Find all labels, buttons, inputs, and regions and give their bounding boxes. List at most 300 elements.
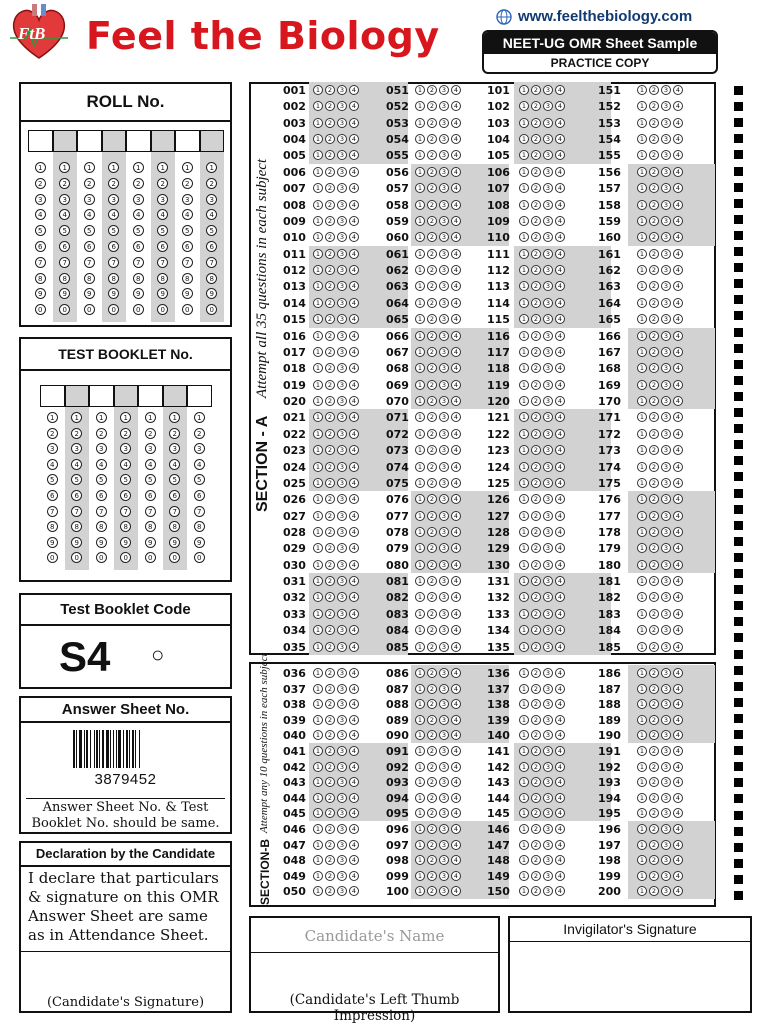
option-bubble[interactable]: 2	[325, 134, 335, 144]
booklet-digit-bubble[interactable]: 9	[71, 537, 82, 548]
option-bubble[interactable]: 2	[427, 715, 437, 725]
option-bubble[interactable]: 1	[519, 762, 529, 772]
option-bubble[interactable]: 4	[673, 699, 683, 709]
option-bubble[interactable]: 4	[349, 134, 359, 144]
option-bubble[interactable]: 3	[337, 642, 347, 652]
booklet-digit-bubble[interactable]: 7	[120, 506, 131, 517]
option-bubble[interactable]: 3	[543, 777, 553, 787]
option-bubble[interactable]: 1	[313, 511, 323, 521]
option-bubble[interactable]: 3	[337, 871, 347, 881]
option-bubble[interactable]: 3	[337, 808, 347, 818]
option-bubble[interactable]: 2	[649, 699, 659, 709]
option-bubble[interactable]: 2	[325, 592, 335, 602]
option-bubble[interactable]: 3	[337, 609, 347, 619]
digit-write-box[interactable]	[175, 130, 200, 152]
option-bubble[interactable]: 4	[673, 625, 683, 635]
option-bubble[interactable]: 4	[451, 380, 461, 390]
option-bubble[interactable]: 4	[673, 684, 683, 694]
roll-digit-bubble[interactable]: 7	[59, 257, 70, 268]
option-bubble[interactable]: 1	[415, 462, 425, 472]
option-bubble[interactable]: 2	[427, 886, 437, 896]
option-bubble[interactable]: 2	[649, 793, 659, 803]
option-bubble[interactable]: 1	[313, 684, 323, 694]
roll-digit-bubble[interactable]: 3	[108, 194, 119, 205]
option-bubble[interactable]: 4	[673, 462, 683, 472]
option-bubble[interactable]: 2	[325, 762, 335, 772]
option-bubble[interactable]: 3	[439, 684, 449, 694]
option-bubble[interactable]: 4	[349, 380, 359, 390]
option-bubble[interactable]: 4	[673, 793, 683, 803]
option-bubble[interactable]: 3	[661, 347, 671, 357]
option-bubble[interactable]: 2	[325, 380, 335, 390]
option-bubble[interactable]: 1	[637, 445, 647, 455]
option-bubble[interactable]: 2	[427, 232, 437, 242]
option-bubble[interactable]: 1	[415, 855, 425, 865]
option-bubble[interactable]: 3	[543, 200, 553, 210]
option-bubble[interactable]: 3	[543, 762, 553, 772]
option-bubble[interactable]: 4	[349, 281, 359, 291]
option-bubble[interactable]: 2	[427, 871, 437, 881]
option-bubble[interactable]: 2	[427, 511, 437, 521]
option-bubble[interactable]: 1	[415, 715, 425, 725]
option-bubble[interactable]: 3	[661, 592, 671, 602]
option-bubble[interactable]: 2	[531, 730, 541, 740]
option-bubble[interactable]: 2	[325, 543, 335, 553]
option-bubble[interactable]: 4	[349, 576, 359, 586]
booklet-digit-bubble[interactable]: 8	[71, 521, 82, 532]
roll-digit-bubble[interactable]: 6	[59, 241, 70, 252]
roll-digit-bubble[interactable]: 4	[35, 209, 46, 220]
option-bubble[interactable]: 2	[427, 494, 437, 504]
booklet-digit-bubble[interactable]: 9	[169, 537, 180, 548]
option-bubble[interactable]: 2	[649, 668, 659, 678]
option-bubble[interactable]: 1	[519, 363, 529, 373]
option-bubble[interactable]: 2	[649, 118, 659, 128]
option-bubble[interactable]: 4	[673, 412, 683, 422]
option-bubble[interactable]: 3	[337, 445, 347, 455]
booklet-digit-bubble[interactable]: 5	[96, 474, 107, 485]
booklet-digit-bubble[interactable]: 8	[145, 521, 156, 532]
roll-digit-bubble[interactable]: 5	[35, 225, 46, 236]
option-bubble[interactable]: 4	[349, 347, 359, 357]
option-bubble[interactable]: 1	[519, 592, 529, 602]
option-bubble[interactable]: 3	[661, 331, 671, 341]
option-bubble[interactable]: 3	[543, 793, 553, 803]
option-bubble[interactable]: 1	[519, 249, 529, 259]
option-bubble[interactable]: 2	[427, 200, 437, 210]
booklet-digit-bubble[interactable]: 7	[71, 506, 82, 517]
option-bubble[interactable]: 4	[555, 699, 565, 709]
option-bubble[interactable]: 3	[439, 183, 449, 193]
option-bubble[interactable]: 3	[337, 668, 347, 678]
roll-digit-bubble[interactable]: 8	[59, 273, 70, 284]
option-bubble[interactable]: 2	[427, 331, 437, 341]
option-bubble[interactable]: 4	[451, 85, 461, 95]
option-bubble[interactable]: 2	[649, 543, 659, 553]
option-bubble[interactable]: 3	[337, 249, 347, 259]
option-bubble[interactable]: 4	[673, 249, 683, 259]
roll-digit-bubble[interactable]: 4	[157, 209, 168, 220]
option-bubble[interactable]: 3	[543, 265, 553, 275]
option-bubble[interactable]: 3	[543, 118, 553, 128]
option-bubble[interactable]: 4	[349, 527, 359, 537]
option-bubble[interactable]: 3	[439, 762, 449, 772]
option-bubble[interactable]: 4	[673, 494, 683, 504]
booklet-digit-bubble[interactable]: 0	[47, 552, 58, 563]
option-bubble[interactable]: 1	[637, 808, 647, 818]
option-bubble[interactable]: 4	[673, 824, 683, 834]
option-bubble[interactable]: 1	[313, 871, 323, 881]
option-bubble[interactable]: 3	[543, 609, 553, 619]
option-bubble[interactable]: 2	[427, 762, 437, 772]
booklet-digit-bubble[interactable]: 0	[120, 552, 131, 563]
option-bubble[interactable]: 3	[543, 824, 553, 834]
option-bubble[interactable]: 4	[349, 808, 359, 818]
option-bubble[interactable]: 4	[349, 668, 359, 678]
option-bubble[interactable]: 4	[451, 494, 461, 504]
option-bubble[interactable]: 2	[649, 886, 659, 896]
option-bubble[interactable]: 2	[531, 592, 541, 602]
option-bubble[interactable]: 4	[555, 715, 565, 725]
booklet-digit-bubble[interactable]: 9	[194, 537, 205, 548]
option-bubble[interactable]: 1	[519, 793, 529, 803]
option-bubble[interactable]: 4	[673, 298, 683, 308]
option-bubble[interactable]: 4	[673, 543, 683, 553]
option-bubble[interactable]: 3	[661, 101, 671, 111]
option-bubble[interactable]: 2	[531, 265, 541, 275]
option-bubble[interactable]: 3	[337, 462, 347, 472]
booklet-digit-bubble[interactable]: 4	[120, 459, 131, 470]
booklet-digit-bubble[interactable]: 3	[145, 443, 156, 454]
option-bubble[interactable]: 3	[543, 527, 553, 537]
option-bubble[interactable]: 2	[325, 625, 335, 635]
roll-digit-bubble[interactable]: 5	[133, 225, 144, 236]
booklet-digit-bubble[interactable]: 4	[96, 459, 107, 470]
option-bubble[interactable]: 1	[637, 265, 647, 275]
option-bubble[interactable]: 3	[661, 232, 671, 242]
option-bubble[interactable]: 3	[543, 462, 553, 472]
roll-digit-bubble[interactable]: 6	[206, 241, 217, 252]
option-bubble[interactable]: 3	[337, 746, 347, 756]
roll-digit-bubble[interactable]: 6	[35, 241, 46, 252]
roll-digit-bubble[interactable]: 8	[157, 273, 168, 284]
option-bubble[interactable]: 2	[531, 134, 541, 144]
option-bubble[interactable]: 4	[673, 871, 683, 881]
option-bubble[interactable]: 1	[415, 298, 425, 308]
option-bubble[interactable]: 2	[427, 265, 437, 275]
option-bubble[interactable]: 1	[519, 746, 529, 756]
option-bubble[interactable]: 3	[337, 314, 347, 324]
option-bubble[interactable]: 2	[427, 793, 437, 803]
option-bubble[interactable]: 1	[637, 793, 647, 803]
option-bubble[interactable]: 4	[673, 347, 683, 357]
option-bubble[interactable]: 1	[519, 281, 529, 291]
option-bubble[interactable]: 3	[543, 576, 553, 586]
option-bubble[interactable]: 2	[531, 609, 541, 619]
option-bubble[interactable]: 1	[637, 840, 647, 850]
option-bubble[interactable]: 4	[673, 777, 683, 787]
option-bubble[interactable]: 1	[519, 576, 529, 586]
option-bubble[interactable]: 2	[325, 429, 335, 439]
roll-digit-bubble[interactable]: 9	[182, 288, 193, 299]
option-bubble[interactable]: 4	[555, 494, 565, 504]
digit-write-box[interactable]	[102, 130, 127, 152]
roll-digit-bubble[interactable]: 5	[59, 225, 70, 236]
option-bubble[interactable]: 4	[451, 730, 461, 740]
option-bubble[interactable]: 1	[415, 396, 425, 406]
option-bubble[interactable]: 3	[337, 363, 347, 373]
booklet-digit-bubble[interactable]: 9	[96, 537, 107, 548]
booklet-digit-bubble[interactable]: 0	[145, 552, 156, 563]
option-bubble[interactable]: 3	[543, 855, 553, 865]
option-bubble[interactable]: 1	[519, 167, 529, 177]
option-bubble[interactable]: 4	[451, 249, 461, 259]
option-bubble[interactable]: 3	[439, 429, 449, 439]
roll-digit-bubble[interactable]: 6	[157, 241, 168, 252]
option-bubble[interactable]: 4	[673, 746, 683, 756]
roll-digit-bubble[interactable]: 9	[84, 288, 95, 299]
option-bubble[interactable]: 4	[673, 730, 683, 740]
option-bubble[interactable]: 4	[673, 715, 683, 725]
option-bubble[interactable]: 3	[543, 871, 553, 881]
option-bubble[interactable]: 4	[451, 777, 461, 787]
option-bubble[interactable]: 4	[555, 118, 565, 128]
option-bubble[interactable]: 1	[519, 429, 529, 439]
option-bubble[interactable]: 1	[519, 642, 529, 652]
option-bubble[interactable]: 3	[337, 699, 347, 709]
option-bubble[interactable]: 4	[349, 699, 359, 709]
roll-digit-bubble[interactable]: 8	[206, 273, 217, 284]
option-bubble[interactable]: 4	[349, 183, 359, 193]
option-bubble[interactable]: 4	[451, 265, 461, 275]
option-bubble[interactable]: 2	[427, 298, 437, 308]
option-bubble[interactable]: 1	[313, 396, 323, 406]
option-bubble[interactable]: 3	[543, 730, 553, 740]
option-bubble[interactable]: 1	[415, 331, 425, 341]
option-bubble[interactable]: 4	[451, 331, 461, 341]
option-bubble[interactable]: 4	[451, 281, 461, 291]
option-bubble[interactable]: 1	[637, 118, 647, 128]
option-bubble[interactable]: 4	[451, 232, 461, 242]
option-bubble[interactable]: 4	[451, 396, 461, 406]
option-bubble[interactable]: 1	[415, 576, 425, 586]
option-bubble[interactable]: 4	[673, 576, 683, 586]
option-bubble[interactable]: 3	[543, 560, 553, 570]
booklet-digit-bubble[interactable]: 1	[71, 412, 82, 423]
roll-digit-bubble[interactable]: 2	[206, 178, 217, 189]
option-bubble[interactable]: 2	[531, 527, 541, 537]
option-bubble[interactable]: 2	[649, 183, 659, 193]
option-bubble[interactable]: 2	[649, 265, 659, 275]
option-bubble[interactable]: 1	[415, 511, 425, 521]
option-bubble[interactable]: 3	[661, 777, 671, 787]
option-bubble[interactable]: 4	[673, 265, 683, 275]
option-bubble[interactable]: 1	[519, 511, 529, 521]
option-bubble[interactable]: 2	[649, 85, 659, 95]
option-bubble[interactable]: 4	[451, 216, 461, 226]
option-bubble[interactable]: 3	[439, 85, 449, 95]
option-bubble[interactable]: 3	[661, 527, 671, 537]
option-bubble[interactable]: 3	[439, 347, 449, 357]
option-bubble[interactable]: 1	[313, 265, 323, 275]
roll-digit-bubble[interactable]: 1	[157, 162, 168, 173]
option-bubble[interactable]: 2	[649, 249, 659, 259]
roll-digit-bubble[interactable]: 7	[35, 257, 46, 268]
option-bubble[interactable]: 3	[661, 298, 671, 308]
option-bubble[interactable]: 3	[337, 762, 347, 772]
option-bubble[interactable]: 3	[337, 167, 347, 177]
option-bubble[interactable]: 4	[673, 886, 683, 896]
option-bubble[interactable]: 3	[661, 576, 671, 586]
option-bubble[interactable]: 2	[649, 298, 659, 308]
option-bubble[interactable]: 2	[649, 281, 659, 291]
option-bubble[interactable]: 1	[519, 101, 529, 111]
option-bubble[interactable]: 2	[531, 543, 541, 553]
option-bubble[interactable]: 2	[531, 101, 541, 111]
option-bubble[interactable]: 1	[313, 101, 323, 111]
option-bubble[interactable]: 2	[427, 363, 437, 373]
option-bubble[interactable]: 4	[451, 118, 461, 128]
option-bubble[interactable]: 3	[661, 730, 671, 740]
option-bubble[interactable]: 3	[661, 167, 671, 177]
option-bubble[interactable]: 2	[325, 684, 335, 694]
option-bubble[interactable]: 2	[325, 494, 335, 504]
option-bubble[interactable]: 1	[519, 445, 529, 455]
option-bubble[interactable]: 2	[649, 134, 659, 144]
option-bubble[interactable]: 1	[637, 715, 647, 725]
option-bubble[interactable]: 2	[325, 150, 335, 160]
option-bubble[interactable]: 2	[531, 232, 541, 242]
option-bubble[interactable]: 1	[519, 560, 529, 570]
option-bubble[interactable]: 1	[519, 886, 529, 896]
option-bubble[interactable]: 1	[637, 232, 647, 242]
option-bubble[interactable]: 1	[519, 200, 529, 210]
booklet-digit-bubble[interactable]: 0	[194, 552, 205, 563]
option-bubble[interactable]: 3	[543, 668, 553, 678]
option-bubble[interactable]: 1	[415, 642, 425, 652]
option-bubble[interactable]: 4	[349, 363, 359, 373]
option-bubble[interactable]: 1	[519, 150, 529, 160]
option-bubble[interactable]: 1	[313, 560, 323, 570]
option-bubble[interactable]: 1	[313, 642, 323, 652]
booklet-digit-bubble[interactable]: 7	[194, 506, 205, 517]
option-bubble[interactable]: 3	[543, 183, 553, 193]
option-bubble[interactable]: 3	[543, 642, 553, 652]
option-bubble[interactable]: 3	[661, 281, 671, 291]
option-bubble[interactable]: 4	[451, 462, 461, 472]
option-bubble[interactable]: 4	[555, 478, 565, 488]
booklet-digit-bubble[interactable]: 1	[194, 412, 205, 423]
booklet-digit-bubble[interactable]: 3	[120, 443, 131, 454]
roll-digit-bubble[interactable]: 9	[59, 288, 70, 299]
option-bubble[interactable]: 2	[427, 167, 437, 177]
option-bubble[interactable]: 2	[325, 167, 335, 177]
option-bubble[interactable]: 1	[415, 445, 425, 455]
option-bubble[interactable]: 1	[415, 527, 425, 537]
option-bubble[interactable]: 4	[451, 886, 461, 896]
option-bubble[interactable]: 1	[313, 824, 323, 834]
option-bubble[interactable]: 4	[673, 167, 683, 177]
option-bubble[interactable]: 1	[415, 699, 425, 709]
option-bubble[interactable]: 1	[519, 118, 529, 128]
option-bubble[interactable]: 2	[427, 824, 437, 834]
option-bubble[interactable]: 2	[531, 762, 541, 772]
option-bubble[interactable]: 2	[427, 396, 437, 406]
option-bubble[interactable]: 2	[325, 281, 335, 291]
roll-digit-bubble[interactable]: 1	[35, 162, 46, 173]
roll-digit-bubble[interactable]: 5	[157, 225, 168, 236]
option-bubble[interactable]: 2	[531, 777, 541, 787]
roll-digit-bubble[interactable]: 6	[84, 241, 95, 252]
option-bubble[interactable]: 4	[555, 298, 565, 308]
option-bubble[interactable]: 1	[637, 777, 647, 787]
option-bubble[interactable]: 2	[649, 609, 659, 619]
booklet-digit-bubble[interactable]: 0	[169, 552, 180, 563]
option-bubble[interactable]: 4	[673, 855, 683, 865]
option-bubble[interactable]: 3	[543, 445, 553, 455]
option-bubble[interactable]: 1	[313, 314, 323, 324]
option-bubble[interactable]: 4	[451, 715, 461, 725]
option-bubble[interactable]: 1	[519, 824, 529, 834]
option-bubble[interactable]: 2	[531, 855, 541, 865]
option-bubble[interactable]: 1	[637, 592, 647, 602]
option-bubble[interactable]: 4	[673, 762, 683, 772]
booklet-digit-bubble[interactable]: 6	[145, 490, 156, 501]
option-bubble[interactable]: 2	[427, 462, 437, 472]
option-bubble[interactable]: 2	[325, 855, 335, 865]
digit-write-box[interactable]	[114, 385, 139, 407]
booklet-digit-bubble[interactable]: 5	[47, 474, 58, 485]
option-bubble[interactable]: 2	[427, 855, 437, 865]
option-bubble[interactable]: 4	[555, 265, 565, 275]
option-bubble[interactable]: 1	[415, 543, 425, 553]
option-bubble[interactable]: 3	[337, 793, 347, 803]
option-bubble[interactable]: 1	[313, 249, 323, 259]
option-bubble[interactable]: 1	[313, 668, 323, 678]
option-bubble[interactable]: 3	[439, 445, 449, 455]
option-bubble[interactable]: 4	[349, 314, 359, 324]
option-bubble[interactable]: 3	[439, 494, 449, 504]
option-bubble[interactable]: 4	[349, 871, 359, 881]
option-bubble[interactable]: 2	[649, 527, 659, 537]
option-bubble[interactable]: 4	[555, 396, 565, 406]
option-bubble[interactable]: 4	[451, 668, 461, 678]
roll-digit-bubble[interactable]: 0	[59, 304, 70, 315]
option-bubble[interactable]: 1	[519, 298, 529, 308]
option-bubble[interactable]: 4	[673, 101, 683, 111]
option-bubble[interactable]: 1	[415, 314, 425, 324]
option-bubble[interactable]: 4	[555, 380, 565, 390]
option-bubble[interactable]: 3	[439, 363, 449, 373]
option-bubble[interactable]: 4	[555, 462, 565, 472]
option-bubble[interactable]: 3	[661, 808, 671, 818]
roll-digit-bubble[interactable]: 4	[206, 209, 217, 220]
option-bubble[interactable]: 1	[519, 134, 529, 144]
option-bubble[interactable]: 1	[519, 494, 529, 504]
option-bubble[interactable]: 4	[673, 216, 683, 226]
option-bubble[interactable]: 3	[543, 314, 553, 324]
option-bubble[interactable]: 2	[649, 462, 659, 472]
option-bubble[interactable]: 3	[337, 101, 347, 111]
option-bubble[interactable]: 3	[661, 445, 671, 455]
option-bubble[interactable]: 1	[313, 183, 323, 193]
option-bubble[interactable]: 1	[415, 167, 425, 177]
option-bubble[interactable]: 2	[649, 150, 659, 160]
option-bubble[interactable]: 1	[637, 824, 647, 834]
option-bubble[interactable]: 4	[451, 314, 461, 324]
option-bubble[interactable]: 3	[439, 840, 449, 850]
option-bubble[interactable]: 1	[519, 609, 529, 619]
